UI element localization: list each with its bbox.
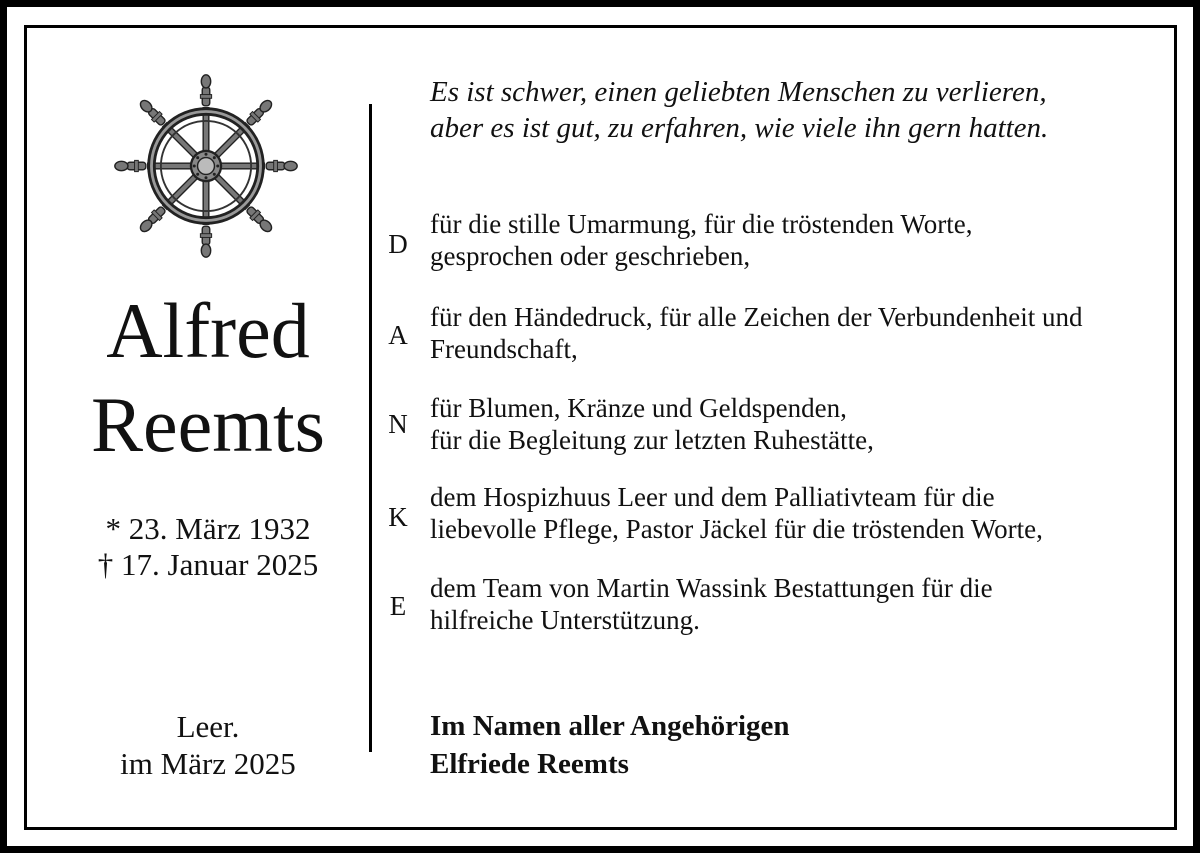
thanks-line: gesprochen oder geschrieben, [430, 241, 751, 271]
place-date: im März 2025 [120, 746, 296, 781]
wheel-bolt [193, 164, 196, 167]
acrostic-letter: K [388, 502, 408, 532]
thanks-item [430, 301, 1150, 365]
thanks-item [430, 208, 1150, 272]
thanks-line: dem Hospizhuus Leer und dem Palliativteam für die [430, 482, 995, 512]
thanks-item [430, 481, 1150, 545]
birth-date: * 23. März 1932 [105, 511, 311, 546]
thanks-line: für den Händedruck, für alle Zeichen der Verbundenheit und [430, 302, 1083, 332]
death-date: † 17. Januar 2025 [97, 547, 319, 582]
thanks-item [430, 572, 1150, 636]
thanks-line: hilfreiche Unterstützung. [430, 605, 700, 635]
thanks-line: für die Begleitung zur letzten Ruhestätte, [430, 425, 874, 455]
wheel-bolt [213, 156, 216, 159]
thanks-line: Freundschaft, [430, 334, 578, 364]
thanks-line: für die stille Umarmung, für die tröstenden Worte, [430, 209, 973, 239]
vertical-divider [369, 104, 372, 752]
signature-name: Elfriede Reemts [430, 748, 629, 780]
quote [430, 74, 1150, 146]
wheel-bolt [216, 164, 219, 167]
thanks-line: für Blumen, Kränze und Geldspenden, [430, 393, 847, 423]
acrostic-letter: A [388, 320, 408, 350]
signature-line: Im Namen aller Angehörigen [430, 710, 790, 742]
ship-wheel-icon [112, 72, 300, 260]
quote-line: Es ist schwer, einen geliebten Menschen zu verlieren, [430, 76, 1047, 108]
wheel-bolt [196, 156, 199, 159]
wheel-bolt [213, 173, 216, 176]
acrostic-letter: N [388, 409, 408, 439]
quote-line: aber es ist gut, zu erfahren, wie viele ihn gern hatten. [430, 112, 1049, 144]
thanks-item [430, 392, 1150, 456]
thanks-line: liebevolle Pflege, Pastor Jäckel für die tröstenden Worte, [430, 514, 1043, 544]
wheel-bolt [204, 176, 207, 179]
acrostic-letter: D [388, 229, 408, 259]
thanks-line: dem Team von Martin Wassink Bestattungen für die [430, 573, 993, 603]
deceased-last-name: Reemts [91, 381, 325, 468]
wheel-bolt [204, 153, 207, 156]
deceased-first-name: Alfred [106, 287, 310, 374]
acrostic-letter: E [389, 591, 407, 621]
place-city: Leer. [176, 709, 240, 744]
wheel-bolt [196, 173, 199, 176]
